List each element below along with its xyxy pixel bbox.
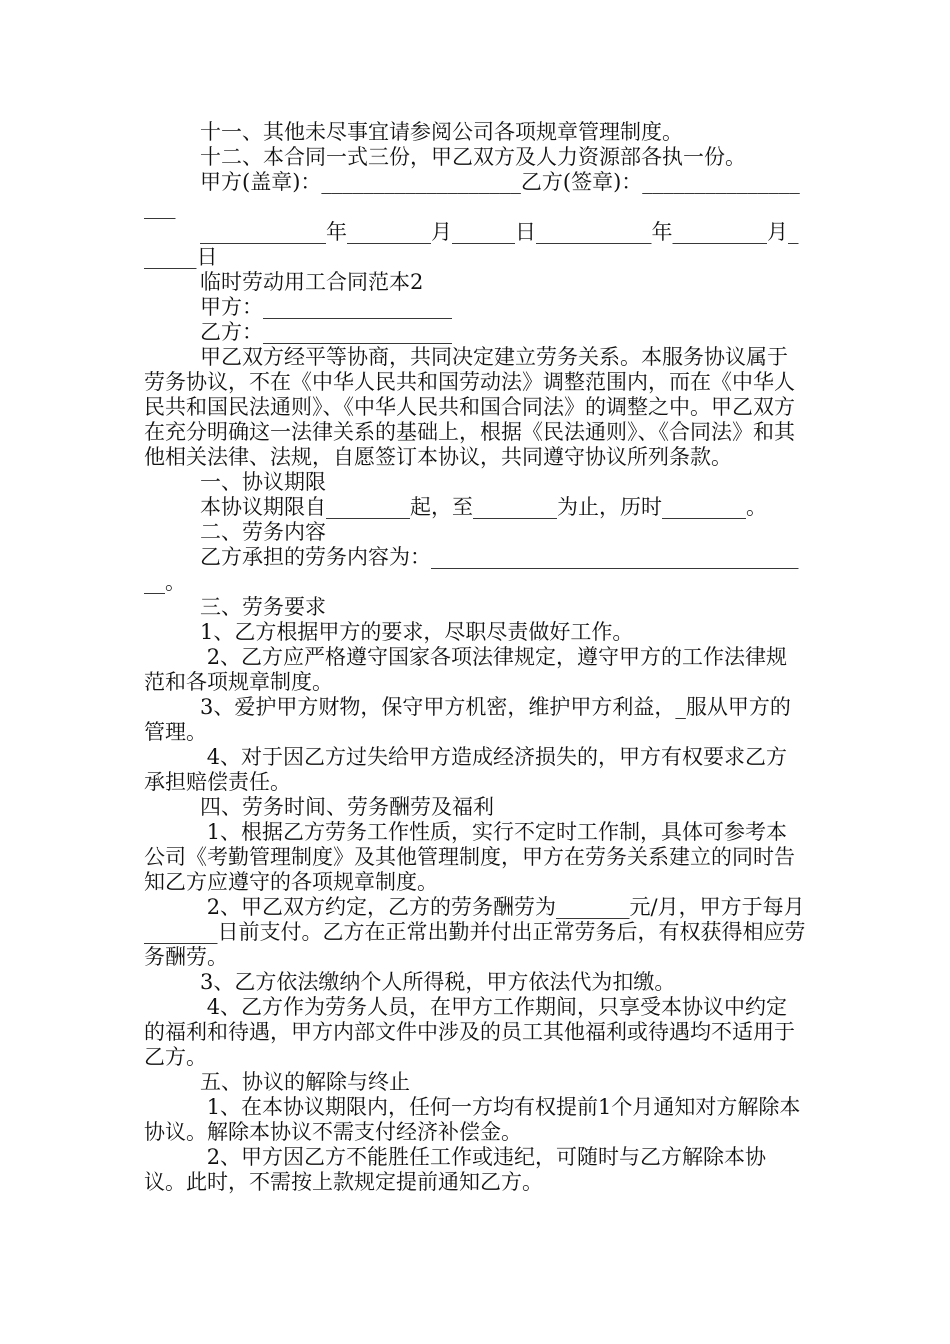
requirement-1: 1、乙方根据甲方的要求，尽职尽责做好工作。 bbox=[200, 620, 634, 644]
party-b-line: 乙方：__________________ bbox=[200, 320, 452, 344]
compensation-4: 4、乙方作为劳务人员，在甲方工作期间，只享受本协议中约定的福利和待遇，甲方内部文件中涉及的员工其他福利或待遇均不适用于乙方。 bbox=[144, 995, 795, 1069]
section-heading-1: 一、协议期限 bbox=[200, 470, 326, 494]
clause-11: 十一、其他未尽事宜请参阅公司各项规章管理制度。 bbox=[200, 120, 683, 144]
section-heading-2: 二、劳务内容 bbox=[200, 520, 326, 544]
termination-2: 2、甲方因乙方不能胜任工作或违纪，可随时与乙方解除本协议。此时，不需按上款规定提前通知乙方。 bbox=[144, 1145, 767, 1194]
termination-1: 1、在本协议期限内，任何一方均有权提前1个月通知对方解除本协议。解除本协议不需支付经济补偿金。 bbox=[144, 1095, 801, 1144]
clause-12: 十二、本合同一式三份，甲乙双方及人力资源部各执一份。 bbox=[200, 145, 746, 169]
preamble-paragraph: 甲乙双方经平等协商，共同决定建立劳务关系。本服务协议属于劳务协议，不在《中华人民共和国劳动法》调整范围内，而在《中华人民共和国民法通则》、《中华人民共和国合同法》的调整之中。甲乙双方在充分明确这一法律关系的基础上，根据《民法通则》、《合同法》和其他相关法律、法规，自愿签订本协议，共同遵守协议所列条款。 bbox=[144, 345, 795, 469]
requirement-3: 3、爱护甲方财物，保守甲方机密，维护甲方利益，_服从甲方的管理。 bbox=[144, 695, 791, 744]
signature-line: 甲方(盖章)：___________________乙方(签章)：__________________ bbox=[144, 170, 800, 219]
requirement-2: 2、乙方应严格遵守国家各项法律规定，遵守甲方的工作法律规范和各项规章制度。 bbox=[144, 645, 788, 694]
compensation-2: 2、甲乙双方约定，乙方的劳务酬劳为_______元/月，甲方于每月_______日前支付。乙方在正常出勤并付出正常劳务后，有权获得相应劳务酬劳。 bbox=[144, 895, 806, 969]
section-heading-5: 五、协议的解除与终止 bbox=[200, 1070, 410, 1094]
service-content-paragraph: 乙方承担的劳务内容为：_____________________________________。 bbox=[144, 545, 799, 594]
requirement-4: 4、对于因乙方过失给甲方造成经济损失的，甲方有权要求乙方承担赔偿责任。 bbox=[144, 745, 788, 794]
compensation-3: 3、乙方依法缴纳个人所得税，甲方依法代为扣缴。 bbox=[200, 970, 676, 994]
section-heading-3: 三、劳务要求 bbox=[200, 595, 326, 619]
section-heading-4: 四、劳务时间、劳务酬劳及福利 bbox=[200, 795, 494, 819]
contract-title: 临时劳动用工合同范本2 bbox=[200, 270, 424, 294]
compensation-1: 1、根据乙方劳务工作性质，实行不定时工作制，具体可参考本公司《考勤管理制度》及其他管理制度，甲方在劳务关系建立的同时告知乙方应遵守的各项规章制度。 bbox=[144, 820, 795, 894]
term-paragraph: 本协议期限自________起，至________为止，历时________。 bbox=[200, 495, 767, 519]
date-line: ____________年________月______日___________年_________月______日 bbox=[144, 220, 799, 269]
party-a-line: 甲方：__________________ bbox=[200, 295, 452, 319]
